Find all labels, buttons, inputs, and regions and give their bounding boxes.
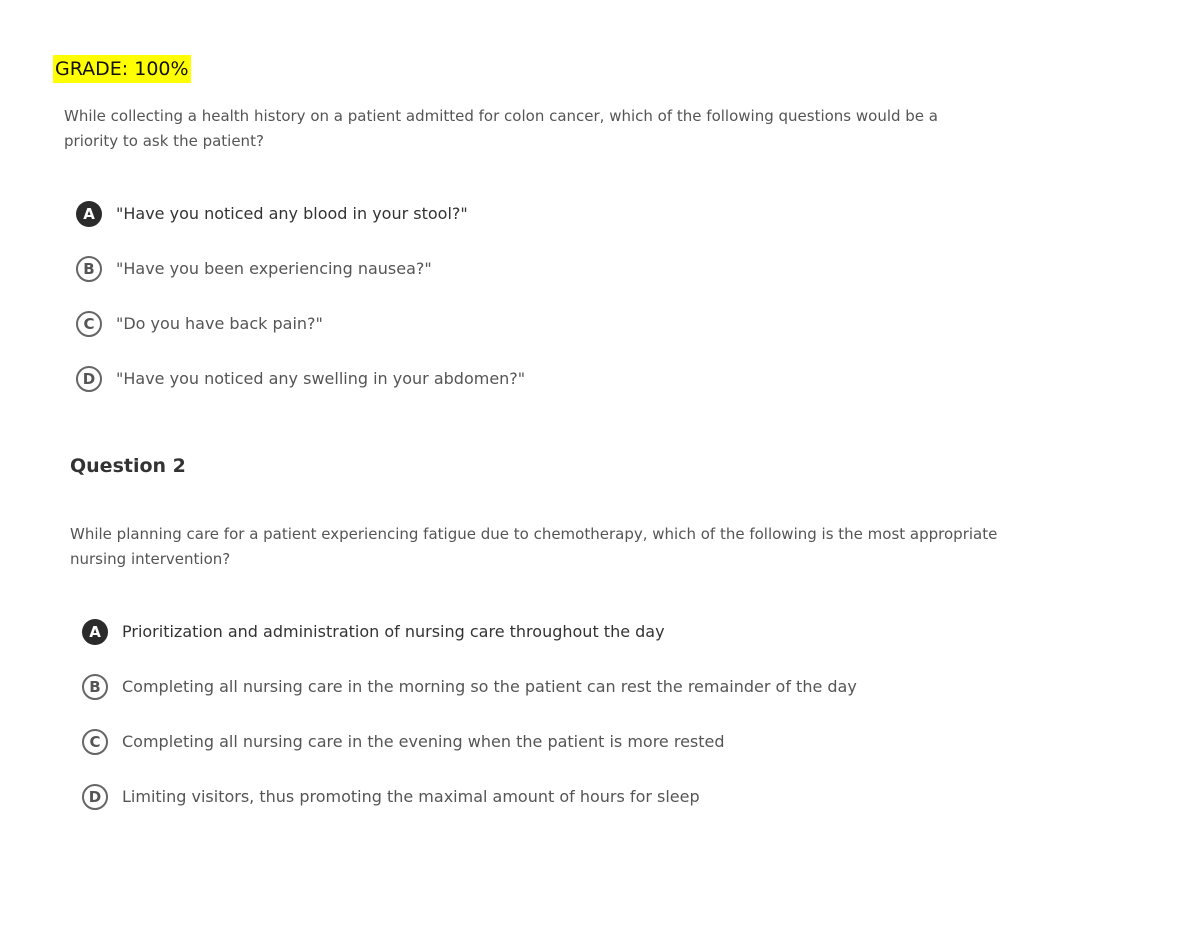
option-letter-badge: D [76,366,102,392]
option-text: "Do you have back pain?" [116,314,323,333]
option-text: Completing all nursing care in the evening when the patient is more rested [122,732,725,751]
question-1-option-b[interactable] [64,241,994,296]
question-2-options [70,604,1000,824]
question-1-option-a[interactable] [64,186,994,241]
question-2-option-d[interactable] [70,769,1000,824]
question-1-options [64,186,994,406]
question-1-text: While collecting a health history on a patient admitted for colon cancer, which of the following questions would be a priority to ask the patient? [64,107,938,150]
question-2-option-c[interactable] [70,714,1000,769]
option-letter-badge: B [76,256,102,282]
question-2 [70,452,1000,824]
option-letter-badge: D [82,784,108,810]
option-text: "Have you been experiencing nausea?" [116,259,432,278]
option-letter-badge: C [76,311,102,337]
question-1-option-d[interactable] [64,351,994,406]
grade-label: GRADE: 100% [53,55,191,83]
question-2-text: While planning care for a patient experiencing fatigue due to chemotherapy, which of the following is the most appropriate nursing intervention? [70,525,998,568]
option-text: "Have you noticed any blood in your stool?" [116,204,468,223]
option-letter-badge: C [82,729,108,755]
question-1-option-c[interactable] [64,296,994,351]
option-text: Limiting visitors, thus promoting the maximal amount of hours for sleep [122,787,700,806]
option-text: "Have you noticed any swelling in your abdomen?" [116,369,526,388]
option-letter-badge: A [76,201,102,227]
question-1 [64,104,994,406]
option-text: Prioritization and administration of nursing care throughout the day [122,622,665,641]
option-letter-badge: A [82,619,108,645]
question-2-option-b[interactable] [70,659,1000,714]
option-letter-badge: B [82,674,108,700]
option-text: Completing all nursing care in the morning so the patient can rest the remainder of the day [122,677,857,696]
question-2-option-a[interactable] [70,604,1000,659]
question-2-title: Question 2 [70,455,186,477]
